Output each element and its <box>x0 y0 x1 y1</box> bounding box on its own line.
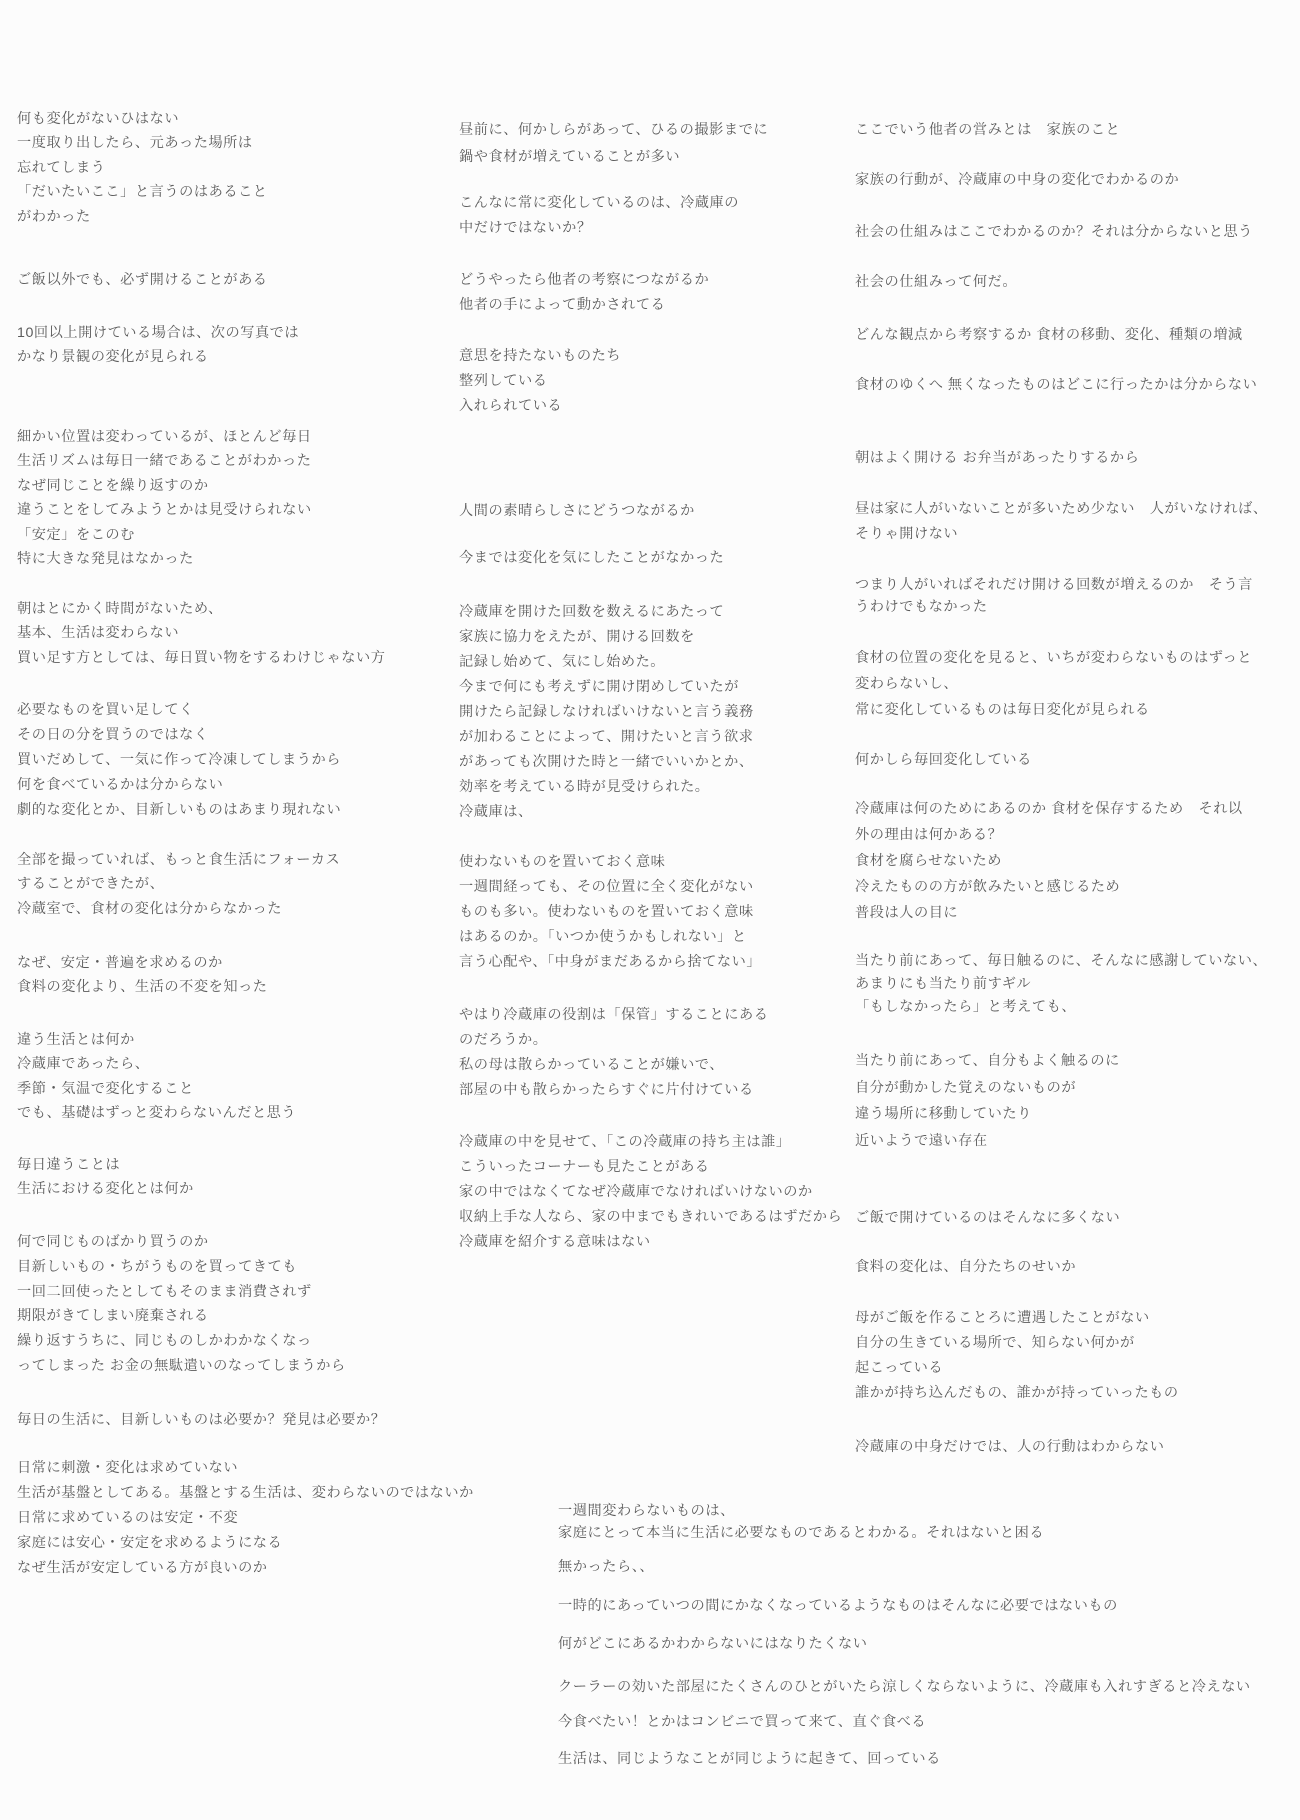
paragraph-block <box>459 117 768 171</box>
text-line: そりゃ開けない <box>855 526 959 542</box>
paragraph-block <box>17 698 341 823</box>
text-line: ご飯で開けているのはそんなに多くない <box>855 1210 1121 1226</box>
text-line: 生活は、同じようなことが同じように起きて、回っている <box>558 1751 941 1767</box>
text-line: うわけでもなかった <box>855 598 988 615</box>
text-line: はあるのか。「いつか使うかもしれない」と <box>459 929 747 945</box>
text-line: 必要なものを買い足してく <box>17 702 194 718</box>
text-line: ご飯以外でも、必ず開けることがある <box>17 272 268 288</box>
text-line: 特に大きな発見はなかった <box>17 551 194 568</box>
text-line: 買いだめして、一気に作って冷凍してしまうから <box>17 752 341 768</box>
text-line: 冷蔵室で、食材の変化は分からなかった <box>17 900 282 917</box>
text-line: 何を食べているかは分からない <box>17 777 224 793</box>
paragraph-block <box>558 1556 654 1578</box>
paragraph-block <box>855 1206 1120 1231</box>
text-line: 家族の行動が、冷蔵庫の中身の変化でわかるのか <box>855 172 1180 188</box>
text-line: 冷蔵庫を開けた回数を数えるにあたって <box>459 604 725 620</box>
text-line: 食料の変化は、自分たちのせいか <box>855 1259 1077 1275</box>
text-line: 言う心配や、「中身がまだあるから捨てない」 <box>459 954 762 970</box>
text-line: その日の分を買うのではなく <box>17 727 209 743</box>
paragraph-block <box>855 497 1268 547</box>
paragraph-block <box>855 373 1257 398</box>
text-line: 忘れてしまう <box>17 159 106 176</box>
text-line: 記録し始めて、気にし始めた。 <box>459 654 666 670</box>
text-line: 母がご飯を作ることろに遭遇したことがない <box>855 1310 1150 1326</box>
text-line: があっても次開けた時と一緒でいいかとか、 <box>459 754 754 770</box>
paragraph-block <box>855 168 1179 193</box>
text-line: 家庭には安心・安定を求めるようになる <box>17 1535 283 1551</box>
text-line: 「だいたいここ」と言うのはあること <box>17 184 268 201</box>
text-line: 何かしら毎回変化している <box>855 752 1032 768</box>
text-line: 生活が基盤としてある。基盤とする生活は、変わらないのではないか <box>17 1485 474 1501</box>
text-line: 使わないものを置いておく意味 <box>459 854 666 870</box>
paragraph-block <box>459 344 621 419</box>
text-line: 違う場所に移動していたり <box>855 1106 1032 1122</box>
paragraph-block <box>855 220 1253 245</box>
text-line: 誰かが持ち込んだもの、誰かが持っていったもの <box>855 1385 1179 1401</box>
text-line: かなり景観の変化が見られる <box>17 349 209 366</box>
text-line: 収納上手な人なら、家の中までもきれいであるはずだから <box>459 1209 843 1225</box>
paragraph-block <box>17 1153 194 1202</box>
text-line: 基本、生活は変わらない <box>17 625 180 642</box>
text-line: 一週間変わらないものは、 <box>558 1503 735 1519</box>
text-line: 冷えたものの方が飲みたいと感じるため <box>855 879 1121 895</box>
text-line: ものも多い。使わないものを置いておく意味 <box>459 904 754 920</box>
text-line: 何で同じものばかり買うのか <box>17 1234 209 1250</box>
text-line: ってしまった お金の無駄遣いのなってしまうから <box>17 1357 346 1374</box>
text-line: 今まで何にも考えずに開け閉めしていたが <box>459 679 740 695</box>
paragraph-block <box>17 848 340 921</box>
text-line: 劇的な変化とか、目新しいものはあまり現れない <box>17 802 342 818</box>
text-line: 期限がきてしまい廃棄される <box>17 1308 209 1325</box>
text-line: 鍋や食材が増えていることが多い <box>459 149 681 165</box>
text-line: 季節・気温で変化すること <box>17 1080 194 1097</box>
text-line: 意思を持たないものたち <box>459 348 622 364</box>
text-line: 何も変化がないひはない <box>17 111 180 127</box>
text-line: あまりにも当たり前すギル <box>855 976 1032 992</box>
text-line: 冷蔵庫の中を見せて、「この冷蔵庫の持ち主は誰」 <box>459 1134 791 1150</box>
text-line: 毎日の生活に、目新しいものは必要か？発見は必要か？ <box>17 1412 386 1428</box>
paragraph-block <box>558 1676 1251 1698</box>
text-line: 食材を腐らせないため <box>855 853 1002 869</box>
text-line: でも、基礎はずっと変わらないんだと思う <box>17 1105 297 1122</box>
text-line: なぜ、安定・普遍を求めるのか <box>17 955 223 971</box>
paragraph-block <box>855 950 1267 1019</box>
text-line: 昼は家に人がいないことが多いため少ない 人がいなければ、 <box>855 501 1268 517</box>
text-line: 整列している <box>459 373 548 389</box>
text-line: 「安定」をこのむ <box>17 526 135 543</box>
text-line: 起こっている <box>855 1360 944 1376</box>
text-line: 生活における変化とは何か <box>17 1181 194 1198</box>
text-line: 部屋の中も散らかったらすぐに片付けている <box>459 1082 754 1098</box>
text-line: 全部を撮っていれば、もっと食生活にフォーカス <box>17 852 341 868</box>
text-line: 毎日違うことは <box>17 1157 121 1173</box>
text-line: どんな観点から考察するか 食材の移動、変化、種類の増減 <box>855 327 1243 343</box>
text-line: こういったコーナーも見たことがある <box>459 1159 710 1175</box>
paragraph-block <box>459 850 761 975</box>
text-line: 冷蔵庫は、 <box>459 804 533 820</box>
text-line: 外の理由は何かある？ <box>855 827 1003 843</box>
text-line: 繰り返すうちに、同じものしかわかなくなっ <box>17 1333 312 1350</box>
paragraph-block <box>459 191 739 241</box>
text-line: 食材の位置の変化を見ると、いちが変わらないものはずっと <box>855 650 1253 666</box>
text-line: 細かい位置は変わっているが、ほとんど毎日 <box>17 429 312 445</box>
text-line: どうやったら他者の考察につながるか <box>459 272 710 288</box>
text-line: 今までは変化を気にしたことがなかった <box>459 550 725 566</box>
paragraph-block <box>855 1048 1120 1154</box>
paragraph-block <box>17 425 312 571</box>
text-line: 一週間経っても、その位置に全く変化がない <box>459 879 754 895</box>
text-line: 違うことをしてみようとかは見受けられない <box>17 502 312 519</box>
text-line: 社会の仕組みって何だ。 <box>855 274 1018 290</box>
paragraph-block <box>17 268 268 292</box>
text-line: つまり人がいればそれだけ開ける回数が増えるのか そう言 <box>855 577 1253 593</box>
paragraph-block <box>855 748 1032 773</box>
text-line: こんなに常に変化しているのは、冷蔵庫の <box>459 195 740 211</box>
text-line: 朝はよく開ける お弁当があったりするから <box>855 450 1140 466</box>
text-line: ここでいう他者の営みとは 家族のこと <box>855 122 1121 138</box>
text-line: 冷蔵庫であったら、 <box>17 1056 150 1073</box>
text-line: 朝はとにかく時間がないため、 <box>17 601 223 617</box>
paragraph-block <box>17 951 268 1000</box>
text-line: 家族に協力をえたが、開ける回数を <box>459 629 695 645</box>
paragraph-block <box>855 796 1243 926</box>
text-line: が加わることによって、開けたいと言う欲求 <box>459 729 754 745</box>
paragraph-block <box>17 321 299 370</box>
text-line: 中だけではないか？ <box>459 220 592 236</box>
text-line: 食料の変化より、生活の不変を知った <box>17 979 268 996</box>
paragraph-block <box>459 600 754 825</box>
text-line: 食材のゆくへ 無くなったものはどこに行ったかは分からない <box>855 377 1258 393</box>
paragraph-block <box>17 1230 346 1379</box>
text-line: なぜ生活が安定している方が良いのか <box>17 1560 268 1576</box>
paragraph-block <box>855 118 1120 143</box>
text-line: 無かったら、、 <box>558 1559 655 1575</box>
text-line: 効率を考えている時が見受けられた。 <box>459 779 710 795</box>
paragraph-block <box>459 1130 842 1255</box>
text-line: のだろうか。 <box>459 1032 548 1048</box>
text-line: 昼前に、何かしらがあって、ひるの撮影までに <box>459 122 769 138</box>
text-line: 普段は人の目に <box>855 905 959 921</box>
text-line: することができたが、 <box>17 876 165 893</box>
text-line: 今食べたい！とかはコンビニで買って来て、直ぐ食べる <box>558 1714 927 1730</box>
text-line: 一時的にあっていつの間にかなくなっているようなものはそんなに必要ではないもの <box>558 1598 1118 1614</box>
paragraph-block <box>558 1711 926 1733</box>
text-line: 冷蔵庫の中身だけでは、人の行動はわからない <box>855 1439 1165 1455</box>
text-line: 家の中ではなくてなぜ冷蔵庫でなければいけないのか <box>459 1184 813 1200</box>
paragraph-block <box>459 268 709 318</box>
text-line: 社会の仕組みはここでわかるのか？それは分からないと思う <box>855 224 1253 240</box>
text-line: 他者の手によって動かされてる <box>459 297 666 313</box>
text-line: 目新しいもの・ちがうものを買ってきても <box>17 1258 298 1275</box>
text-line: やはり冷蔵庫の役割は「保管」することにある <box>459 1007 769 1023</box>
text-line: 日常に求めているのは安定・不変 <box>17 1510 239 1526</box>
text-line: 入れられている <box>459 398 563 414</box>
text-line: 家庭にとって本当に生活に必要なものであるとわかる。それはないと困る <box>558 1525 1045 1541</box>
text-line: 一度取り出したら、元あった場所は <box>17 135 253 152</box>
paragraph-block <box>17 597 385 670</box>
text-line: 生活リズムは毎日一緒であることがわかった <box>17 453 312 470</box>
paragraph-block <box>558 1500 1044 1544</box>
text-line: 変わらないし、 <box>855 676 959 692</box>
text-line: 常に変化しているものは毎日変化が見られる <box>855 702 1150 718</box>
paragraph-block <box>855 446 1139 471</box>
text-line: 何がどこにあるかわからないにはなりたくない <box>558 1636 868 1652</box>
text-line: 違う生活とは何か <box>17 1032 135 1048</box>
paragraph-block <box>17 1408 385 1432</box>
text-line: なぜ同じことを繰り返すのか <box>17 477 209 494</box>
text-line: 日常に刺激・変化は求めていない <box>17 1460 239 1476</box>
text-line: 買い足す方としては、毎日買い物をするわけじゃない方 <box>17 649 386 666</box>
paragraph-block <box>855 575 1253 618</box>
paragraph-block <box>855 1435 1165 1460</box>
text-line: クーラーの効いた部屋にたくさんのひとがいたら涼しくならないように、冷蔵庫も入れすぎると冷えない <box>558 1679 1251 1695</box>
paragraph-block <box>459 546 724 571</box>
paragraph-block <box>855 323 1243 348</box>
paragraph-block <box>17 107 268 229</box>
paragraph-block <box>558 1748 941 1770</box>
paragraph-block <box>855 1255 1076 1280</box>
text-line: 「もしなかったら」と考えても、 <box>855 999 1077 1015</box>
text-line: 自分が動かした覚えのないものが <box>855 1079 1077 1096</box>
text-line: 自分の生きている場所で、知らない何かが <box>855 1335 1135 1351</box>
paragraph-block <box>459 1003 769 1103</box>
text-line: 開けたら記録しなければいけないと言う義務 <box>459 704 754 720</box>
text-line: 冷蔵庫を紹介する意味はない <box>459 1234 651 1250</box>
text-line: 近いようで遠い存在 <box>855 1132 988 1149</box>
paragraph-block <box>855 270 1017 295</box>
paragraph-block <box>17 1456 474 1581</box>
text-line: 冷蔵庫は何のためにあるのか 食材を保存するため それ以 <box>855 801 1243 817</box>
text-line: 10回以上開けている場合は、次の写真では <box>17 325 300 341</box>
text-line: がわかった <box>17 208 91 225</box>
paragraph-block <box>558 1595 1118 1617</box>
paragraph-block <box>558 1633 868 1655</box>
text-line: 当たり前にあって、自分もよく触るのに <box>855 1053 1120 1069</box>
paragraph-block <box>855 645 1252 723</box>
text-line: 人間の素晴らしさにどうつながるか <box>459 503 695 519</box>
text-line: 私の母は散らかっていることが嫌いで、 <box>459 1057 724 1073</box>
paragraph-block <box>459 499 695 524</box>
text-line: 一回二回使ったとしてもそのまま消費されず <box>17 1283 312 1300</box>
text-line: 当たり前にあって、毎日触るのに、そんなに感謝していない、 <box>855 953 1268 969</box>
paragraph-block <box>855 1306 1179 1406</box>
paragraph-block <box>17 1028 296 1126</box>
